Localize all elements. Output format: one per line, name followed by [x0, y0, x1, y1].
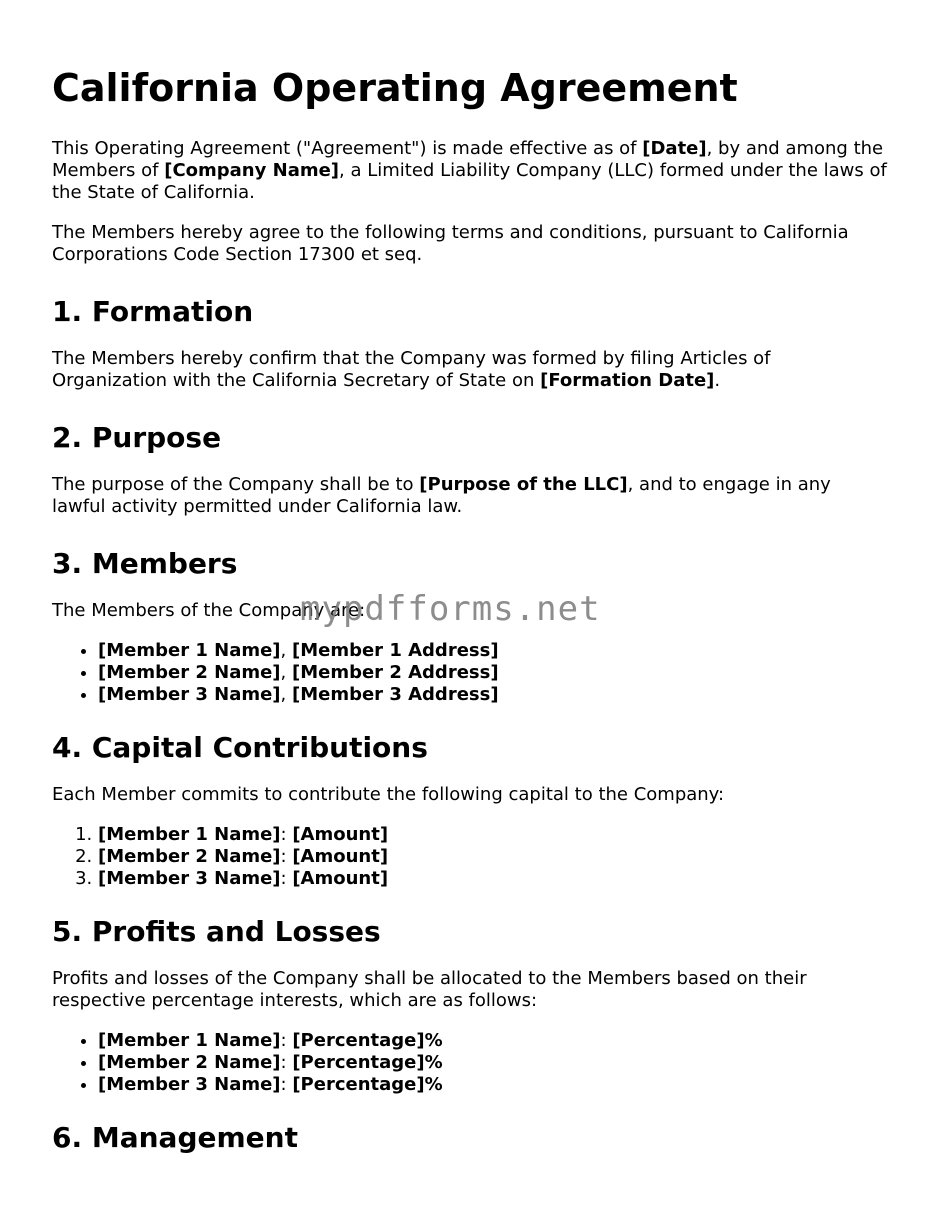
separator: :: [280, 868, 293, 889]
amount-placeholder: [Amount]: [292, 868, 389, 889]
amount-placeholder: [Amount]: [292, 824, 389, 845]
member-name: [Member 3 Name]: [98, 1074, 281, 1095]
agreement-paragraph: The Members hereby agree to the following terms and conditions, pursuant to California Corporations Code Section 17300 et seq.: [52, 222, 849, 265]
list-item: [98, 662, 888, 684]
separator: :: [280, 1052, 293, 1073]
list-item: [98, 868, 888, 890]
member-name: [Member 1 Name]: [98, 824, 281, 845]
purpose-text-1: The purpose of the Company shall be to: [52, 474, 420, 495]
separator: ,: [280, 684, 292, 705]
amount-placeholder: [Amount]: [292, 846, 389, 867]
percentage-placeholder: [Percentage]%: [292, 1074, 443, 1095]
purpose-text-2: , and to engage in any lawful activity permitted under California law.: [52, 474, 831, 517]
list-item: [98, 846, 888, 868]
member-address: [Member 2 Address]: [291, 662, 499, 683]
list-item: [98, 684, 888, 706]
formation-date-placeholder: [Formation Date]: [540, 370, 715, 391]
formation-text-2: .: [714, 370, 721, 391]
section-heading-profits: 5. Profits and Losses: [52, 915, 381, 948]
capital-intro: Each Member commits to contribute the following capital to the Company:: [52, 784, 725, 805]
separator: ,: [280, 662, 292, 683]
member-name: [Member 3 Name]: [98, 684, 281, 705]
section-heading-members: 3. Members: [52, 547, 238, 580]
member-address: [Member 1 Address]: [291, 640, 499, 661]
capital-list: [52, 824, 888, 890]
list-item: [98, 824, 888, 846]
member-name: [Member 1 Name]: [98, 1030, 281, 1051]
intro-text-2: , by and among the Members of: [52, 138, 884, 181]
percentage-placeholder: [Percentage]%: [292, 1052, 443, 1073]
members-intro: The Members of the Company are:: [52, 600, 366, 621]
separator: :: [280, 846, 293, 867]
date-placeholder: [Date]: [642, 138, 707, 159]
intro-text-1: This Operating Agreement ("Agreement") is made effective as of: [52, 138, 643, 159]
section-heading-formation: 1. Formation: [52, 295, 254, 328]
list-item: [98, 1052, 888, 1074]
member-name: [Member 1 Name]: [98, 640, 281, 661]
separator: :: [280, 1030, 293, 1051]
company-name-placeholder: [Company Name]: [164, 160, 340, 181]
intro-text-3: , a Limited Liability Company (LLC) formed under the laws of the State of California.: [52, 160, 887, 203]
section-heading-purpose: 2. Purpose: [52, 421, 222, 454]
member-name: [Member 2 Name]: [98, 1052, 281, 1073]
separator: :: [280, 824, 293, 845]
profits-list: [52, 1030, 888, 1096]
formation-paragraph: [52, 348, 888, 392]
purpose-paragraph: [52, 474, 888, 518]
separator: ,: [280, 640, 292, 661]
percentage-placeholder: [Percentage]%: [292, 1030, 443, 1051]
list-item: [98, 1030, 888, 1052]
intro-paragraph: [52, 138, 888, 204]
section-heading-management: 6. Management: [52, 1121, 298, 1154]
members-list: [52, 640, 888, 706]
member-name: [Member 3 Name]: [98, 868, 281, 889]
member-address: [Member 3 Address]: [291, 684, 499, 705]
member-name: [Member 2 Name]: [98, 846, 281, 867]
section-heading-capital: 4. Capital Contributions: [52, 731, 428, 764]
list-item: [98, 640, 888, 662]
watermark: mypdfforms.net: [300, 589, 601, 629]
purpose-placeholder: [Purpose of the LLC]: [419, 474, 628, 495]
formation-text-1: The Members hereby confirm that the Company was formed by filing Articles of Organization with the California Secretary of State on: [52, 348, 771, 391]
profits-intro: Profits and losses of the Company shall be allocated to the Members based on their respective percentage interests, which are as follows:: [52, 968, 807, 1011]
member-name: [Member 2 Name]: [98, 662, 281, 683]
separator: :: [280, 1074, 293, 1095]
document-title: California Operating Agreement: [52, 66, 738, 110]
list-item: [98, 1074, 888, 1096]
